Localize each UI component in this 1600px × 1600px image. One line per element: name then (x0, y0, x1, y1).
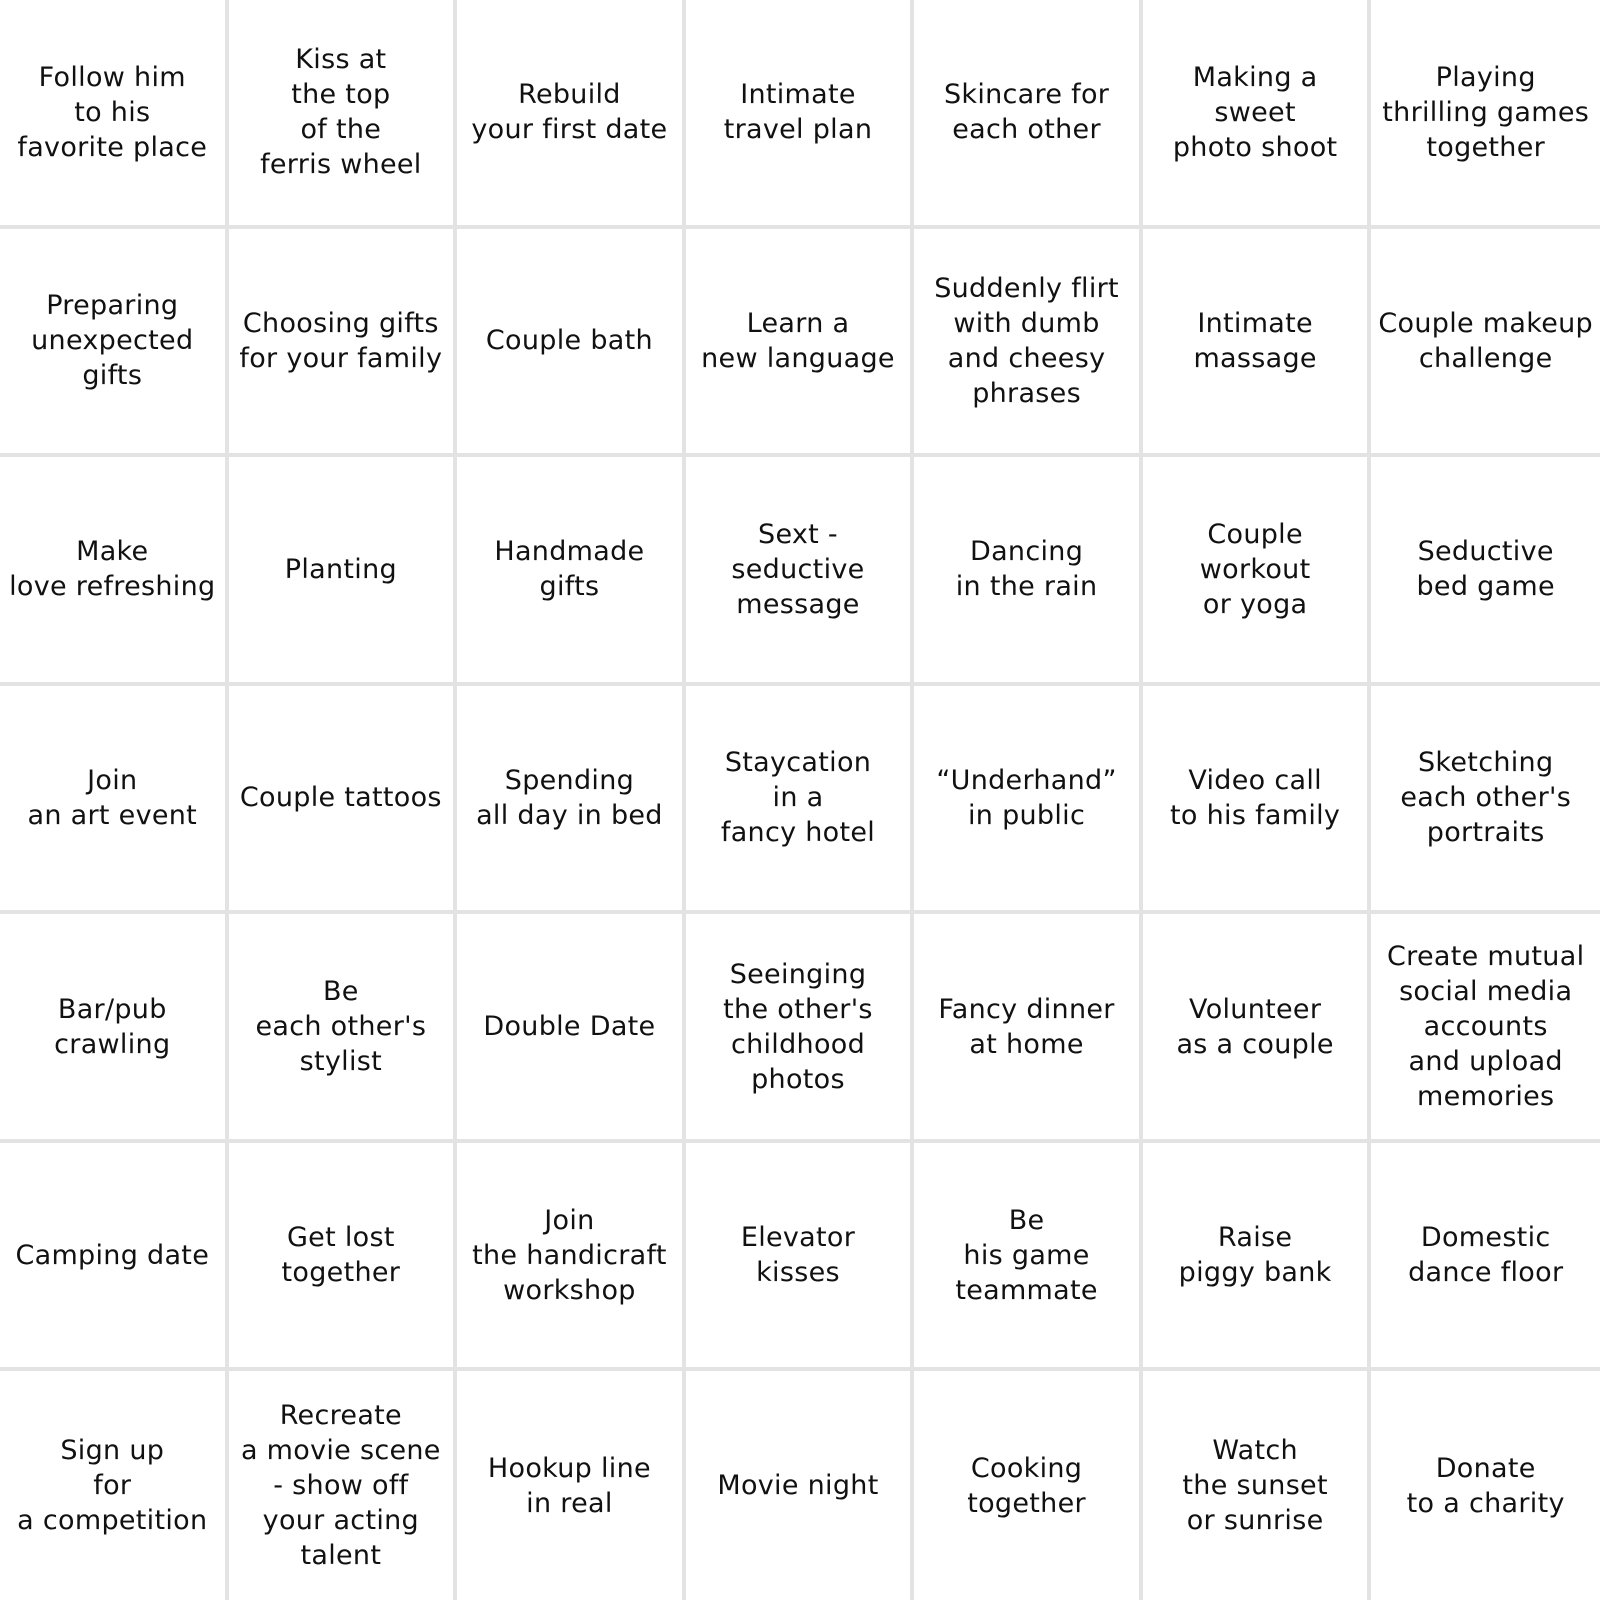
bingo-cell-label: Get lost together (281, 1222, 401, 1289)
bingo-cell (1143, 1143, 1372, 1372)
bingo-cell (686, 1143, 915, 1372)
bingo-cell-label: Sign up for a competition (17, 1435, 208, 1537)
bingo-cell-label: Preparing unexpected gifts (31, 290, 194, 392)
bingo-cell-label: Intimate travel plan (723, 79, 873, 146)
bingo-cell (0, 0, 229, 229)
bingo-cell (0, 457, 229, 686)
bingo-cell (914, 1371, 1143, 1600)
bingo-cell (229, 0, 458, 229)
bingo-cell (1371, 914, 1600, 1143)
bingo-cell-label: Be his game teammate (955, 1204, 1098, 1306)
bingo-cell-label: Handmade gifts (494, 536, 645, 603)
bingo-cell (1143, 686, 1372, 915)
bingo-cell (1371, 1143, 1600, 1372)
bingo-cell (1371, 686, 1600, 915)
bingo-cell-label: Couple workout or yoga (1199, 518, 1311, 620)
bingo-cell-label: Fancy dinner at home (938, 993, 1115, 1060)
bingo-cell-label: Couple tattoos (239, 782, 442, 814)
bingo-cell-label: Volunteer as a couple (1176, 993, 1334, 1060)
bingo-cell (1371, 229, 1600, 458)
bingo-cell (457, 914, 686, 1143)
bingo-cell-label: Learn a new language (701, 307, 895, 374)
bingo-cell (686, 686, 915, 915)
bingo-cell-label: Planting (284, 553, 397, 585)
bingo-cell-label: “Underhand” in public (936, 764, 1117, 831)
bingo-cell-label: Suddenly flirt with dumb and cheesy phrases (934, 272, 1119, 409)
bingo-cell (914, 686, 1143, 915)
bingo-cell (914, 229, 1143, 458)
bingo-cell (1143, 229, 1372, 458)
bingo-cell (457, 1143, 686, 1372)
bingo-cell-label: Seeinging the other's childhood photos (723, 958, 873, 1095)
bingo-cell-label: Join an art event (27, 764, 198, 831)
bingo-cell-label: Kiss at the top of the ferris wheel (260, 44, 422, 181)
bingo-cell-label: Double Date (483, 1011, 656, 1043)
bingo-cell (229, 1371, 458, 1600)
bingo-cell-label: Join the handicraft workshop (472, 1204, 667, 1306)
bingo-cell-label: Make love refreshing (9, 536, 216, 603)
bingo-cell-label: Hookup line in real (487, 1452, 651, 1519)
bingo-cell (686, 0, 915, 229)
bingo-cell-label: Domestic dance floor (1408, 1222, 1564, 1289)
bingo-cell-label: Donate to a charity (1406, 1452, 1565, 1519)
bingo-cell-label: Rebuild your first date (471, 79, 668, 146)
bingo-cell-label: Dancing in the rain (955, 536, 1098, 603)
bingo-cell-label: Couple bath (485, 325, 653, 357)
bingo-cell (1371, 457, 1600, 686)
bingo-cell-label: Sext - seductive message (731, 518, 865, 620)
bingo-cell-label: Camping date (15, 1239, 210, 1271)
bingo-cell-label: Spending all day in bed (476, 764, 663, 831)
bingo-cell-label: Video call to his family (1170, 764, 1341, 831)
bingo-cell-label: Seductive bed game (1416, 536, 1555, 603)
bingo-cell (457, 229, 686, 458)
bingo-cell (686, 1371, 915, 1600)
bingo-cell (686, 914, 915, 1143)
bingo-cell (1143, 1371, 1372, 1600)
bingo-cell-label: Bar/pub crawling (54, 993, 171, 1060)
bingo-cell (914, 914, 1143, 1143)
bingo-cell-label: Skincare for each other (943, 79, 1110, 146)
bingo-cell (229, 457, 458, 686)
bingo-cell-label: Be each other's stylist (255, 976, 427, 1078)
bingo-cell-label: Elevator kisses (740, 1222, 856, 1289)
bingo-cell (229, 1143, 458, 1372)
bingo-cell-label: Recreate a movie scene - show off your acting talent (240, 1400, 441, 1572)
bingo-cell-label: Sketching each other's portraits (1400, 747, 1572, 849)
bingo-cell-label: Making a sweet photo shoot (1172, 61, 1338, 163)
bingo-cell (229, 686, 458, 915)
bingo-cell (0, 1371, 229, 1600)
bingo-cell-label: Cooking together (967, 1452, 1086, 1519)
bingo-cell (0, 1143, 229, 1372)
bingo-cell (457, 686, 686, 915)
bingo-cell (457, 1371, 686, 1600)
bingo-cell (1371, 1371, 1600, 1600)
bingo-cell (1143, 0, 1372, 229)
bingo-cell-label: Choosing gifts for your family (239, 307, 443, 374)
bingo-cell (229, 914, 458, 1143)
bingo-cell-label: Movie night (717, 1470, 879, 1502)
bingo-cell (686, 457, 915, 686)
bingo-cell (0, 686, 229, 915)
bingo-cell (914, 1143, 1143, 1372)
bingo-cell-label: Playing thrilling games together (1382, 61, 1590, 163)
bingo-cell (0, 229, 229, 458)
bingo-cell (229, 229, 458, 458)
bingo-cell-label: Watch the sunset or sunrise (1182, 1435, 1328, 1537)
bingo-cell (686, 229, 915, 458)
bingo-cell-label: Intimate massage (1193, 307, 1317, 374)
bingo-cell (1143, 914, 1372, 1143)
bingo-cell-label: Create mutual social media accounts and upload memories (1387, 941, 1585, 1113)
bingo-cell-label: Couple makeup challenge (1378, 307, 1593, 374)
bingo-cell-label: Staycation in a fancy hotel (720, 747, 876, 849)
bingo-cell (457, 457, 686, 686)
bingo-cell-label: Raise piggy bank (1178, 1222, 1332, 1289)
bingo-cell-label: Follow him to his favorite place (17, 61, 208, 163)
bingo-cell (1143, 457, 1372, 686)
bingo-cell (1371, 0, 1600, 229)
bingo-cell (914, 0, 1143, 229)
bingo-cell (0, 914, 229, 1143)
bingo-cell (457, 0, 686, 229)
bingo-cell (914, 457, 1143, 686)
